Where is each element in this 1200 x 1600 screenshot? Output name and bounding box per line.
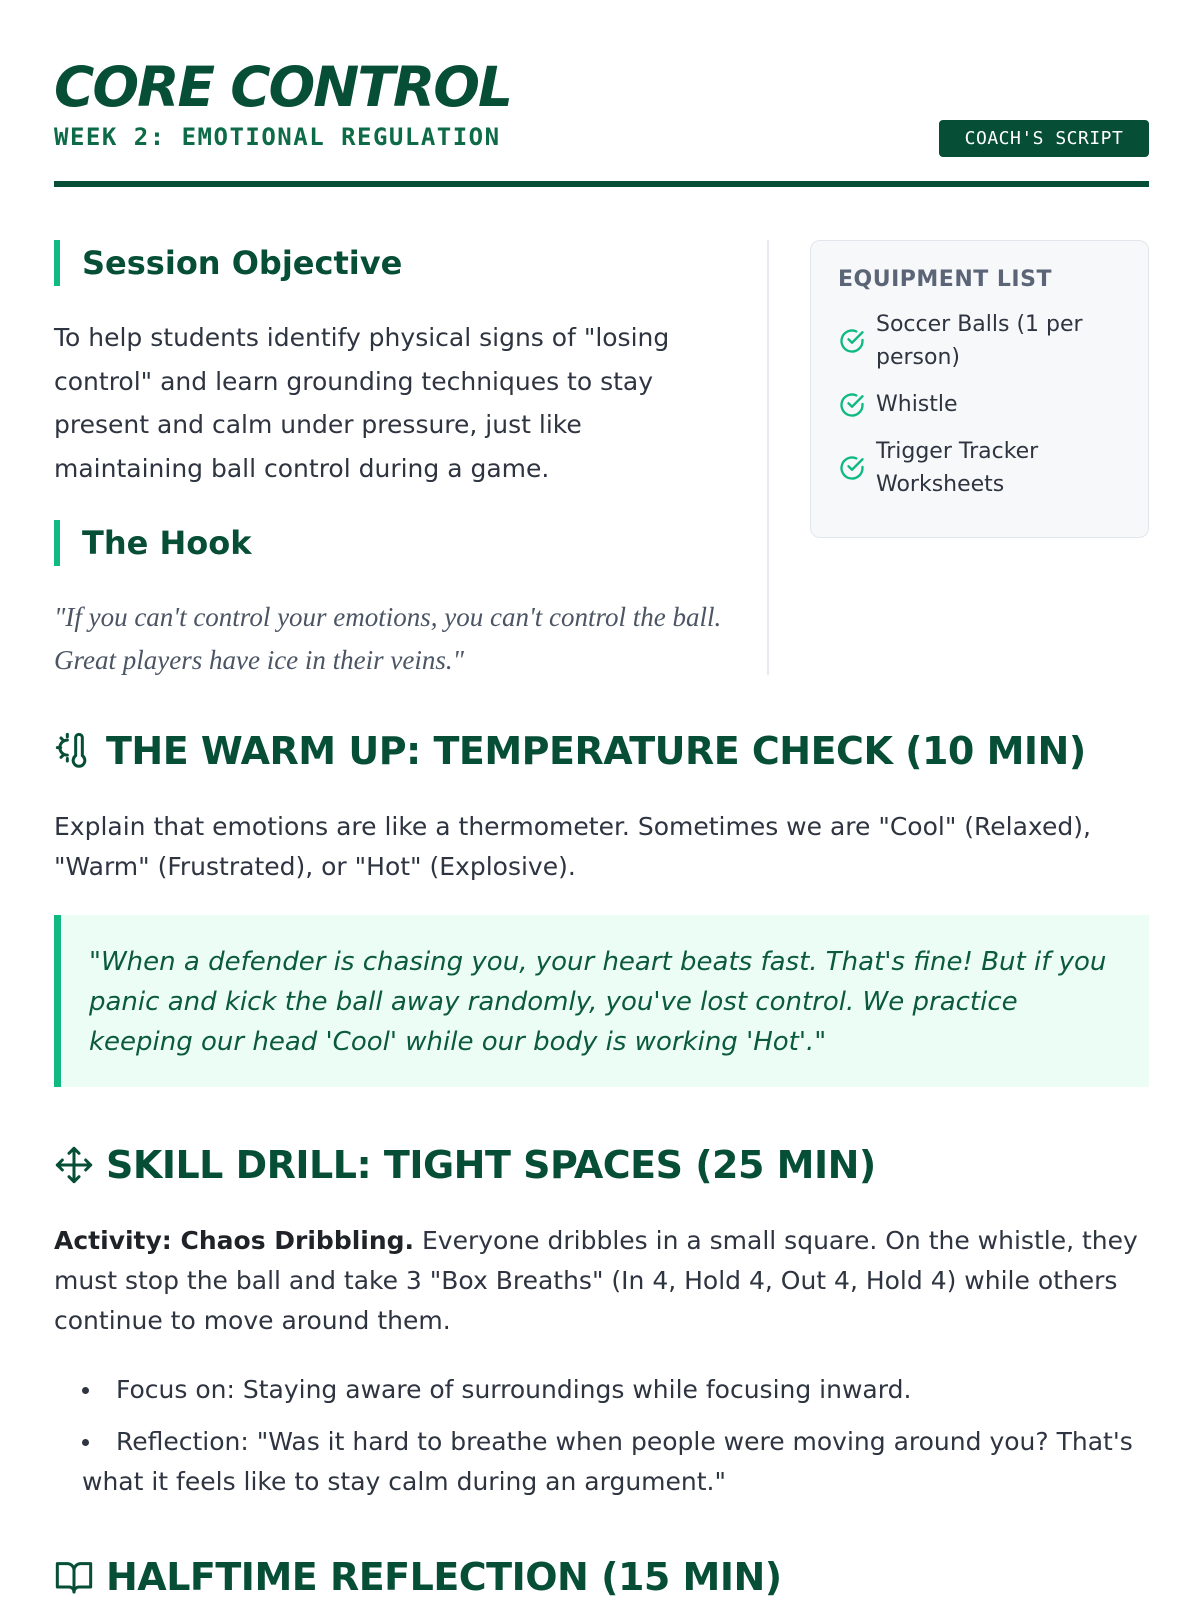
equipment-item-label: Soccer Balls (1 per person) — [876, 312, 1083, 370]
halftime-heading-row — [54, 1555, 782, 1599]
equipment-item — [838, 435, 1122, 501]
move-arrows-icon — [54, 1145, 94, 1185]
open-book-icon — [54, 1557, 94, 1597]
drill-bullet: Reflection: "Was it hard to breathe when people were moving around you? That's what it feels like to stay calm during an argument." — [82, 1422, 1149, 1502]
objective-text: To help students identify physical signs of "losing control" and learn grounding techniques to stay present and calm under pressure, just like maintaining ball control during a game. — [54, 323, 670, 483]
warmup-heading: THE WARM UP: TEMPERATURE CHECK (10 MIN) — [106, 729, 1086, 773]
equipment-title: EQUIPMENT LIST — [838, 267, 1052, 292]
equipment-item — [838, 308, 1122, 374]
halftime-heading: HALFTIME REFLECTION (15 MIN) — [106, 1555, 782, 1599]
warmup-callout: "When a defender is chasing you, your heart beats fast. That's fine! But if you panic and kick the ball away randomly, you've lost control. We practice keeping our head 'Cool' while our body is working 'Hot'." — [54, 915, 1149, 1087]
drill-activity-text: Everyone dribbles in a small square. On the whistle, they must stop the ball and take 3 "Box Breaths" (In 4, Hold 4, Out 4, Hold 4) while others continue to move around them. — [54, 1226, 1138, 1335]
equipment-item — [838, 388, 1122, 421]
equipment-list — [838, 308, 1122, 501]
drill-activity-label: Activity: Chaos Dribbling. — [54, 1226, 415, 1255]
drill-heading-row — [54, 1143, 876, 1187]
check-circle-icon — [838, 454, 866, 482]
drill-bullet-list — [82, 1370, 1149, 1514]
hook-quote: "If you can't control your emotions, you can't control the ball. Great players have ice in their veins." — [54, 602, 722, 675]
column-divider — [767, 240, 769, 675]
thermometer-sun-icon — [54, 731, 94, 771]
header-divider — [54, 181, 1149, 187]
warmup-text: Explain that emotions are like a thermometer. Sometimes we are "Cool" (Relaxed), "Warm" (Frustrated), or "Hot" (Explosive). — [54, 812, 1091, 881]
warmup-heading-row — [54, 729, 1086, 773]
drill-heading: SKILL DRILL: TIGHT SPACES (25 MIN) — [106, 1143, 876, 1187]
page-title: CORE CONTROL — [54, 55, 512, 119]
coach-script-badge: COACH'S SCRIPT — [939, 120, 1149, 157]
check-circle-icon — [838, 327, 866, 355]
page-subtitle: WEEK 2: EMOTIONAL REGULATION — [54, 123, 501, 151]
equipment-item-label: Trigger Tracker Worksheets — [876, 439, 1039, 497]
hook-heading: The Hook — [54, 520, 767, 566]
objective-heading: Session Objective — [54, 240, 767, 286]
equipment-item-label: Whistle — [876, 392, 958, 417]
page-header — [54, 0, 1149, 189]
equipment-card — [810, 240, 1149, 538]
drill-activity — [54, 1221, 1149, 1341]
check-circle-icon — [838, 391, 866, 419]
intro-left-column — [54, 240, 767, 682]
drill-bullet: Focus on: Staying aware of surroundings while focusing inward. — [82, 1370, 1149, 1410]
coach-script-page — [54, 0, 1149, 1599]
intro-area — [54, 240, 1149, 675]
